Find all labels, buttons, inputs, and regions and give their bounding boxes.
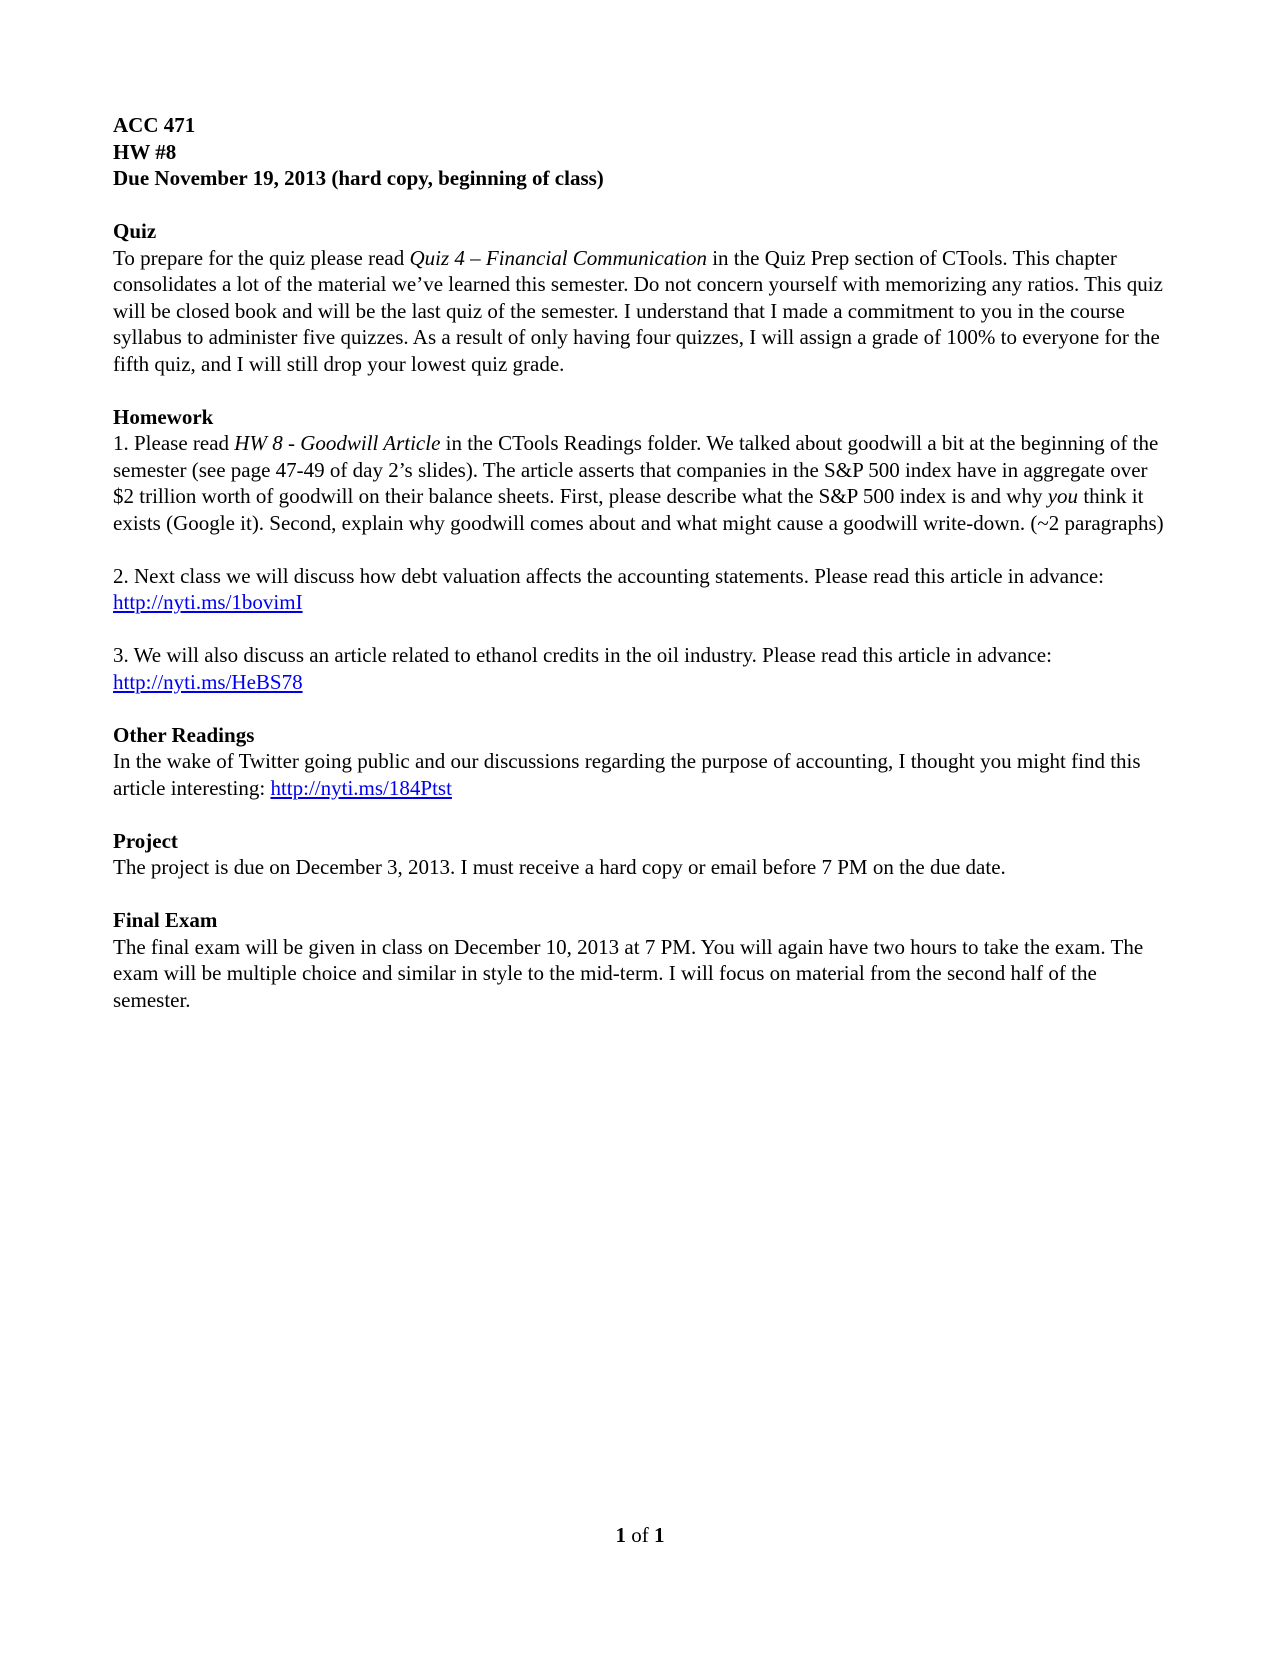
total-page-count: 1 [654,1523,665,1547]
quiz-section [113,218,1173,377]
homework-item-3-text: 3. We will also discuss an article related to ethanol credits in the oil industry. Please read this article in advance: [113,643,1052,667]
page-of-label: of [631,1523,649,1547]
final-exam-section [113,907,1173,1013]
debt-valuation-article-link[interactable]: http://nyti.ms/1bovimI [113,590,303,614]
homework-item-1-text-a: 1. Please read [113,431,235,455]
quiz-paragraph [113,245,1173,378]
final-exam-paragraph: The final exam will be given in class on December 10, 2013 at 7 PM. You will again have two hours to take the exam. The exam will be multiple choice and similar in style to the mid-term. I will focus on material from the second half of the semester. [113,934,1144,1012]
final-exam-heading: Final Exam [113,908,218,932]
other-readings-section [113,722,1173,802]
homework-number: HW #8 [113,139,177,164]
project-heading: Project [113,828,178,853]
twitter-article-link[interactable]: http://nyti.ms/184Ptst [270,775,452,800]
quiz-text-a: To prepare for the quiz please read [113,245,410,270]
quiz-text-b: in the Quiz Prep section of CTools. This chapter consolidates a lot of the material we’ve learned this semester. Do not concern yourself with memorizing any ratios. This quiz will be closed book and will be the last quiz of the semester. I understand that I made a commitment to you in the course syllabus to administer five quizzes. As a result of only having four quizzes, I will assign a grade of 100% to everyone for the fifth quiz, and I will still drop your lowest quiz grade. [113,245,1163,376]
homework-item-2-text: 2. Next class we will discuss how debt valuation affects the accounting statements. Please read this article in advance: [113,563,1104,588]
homework-item-1-text-c: think it exists (Google it). Second, explain why goodwill comes about and what might cause a goodwill write-down. (~2 paragraphs) [113,484,1164,535]
current-page-number: 1 [615,1523,626,1547]
homework-item-1-text-b: in the CTools Readings folder. We talked about goodwill a bit at the beginning of the semester (see page 47-49 of day 2’s slides). The article asserts that companies in the S&P 500 index have in aggregate over $2 trillion worth of goodwill on their balance sheets. First, please describe what the S&P 500 index is and why [113,431,1159,508]
homework-item-1-you-italic: you [1047,484,1079,508]
homework-item-3 [113,642,1173,695]
due-date: Due November 19, 2013 (hard copy, beginning of class) [113,166,604,190]
project-section [113,828,1173,881]
homework-item-1 [113,430,1173,536]
quiz-title-italic: Quiz 4 – Financial Communication [409,245,707,270]
quiz-heading: Quiz [113,219,157,243]
document-body [113,112,1173,1013]
other-readings-text: In the wake of Twitter going public and our discussions regarding the purpose of accounting, I thought you might find this article interesting: [113,749,1141,800]
other-readings-paragraph [113,748,1173,801]
document-header [113,112,1173,192]
homework-item-2 [113,563,1173,616]
homework-item-1-title-italic: HW 8 - Goodwill Article [234,431,441,455]
homework-section [113,404,1173,696]
ethanol-credits-article-link[interactable]: http://nyti.ms/HeBS78 [113,669,303,694]
other-readings-heading: Other Readings [113,722,255,747]
course-title: ACC 471 [113,113,196,137]
homework-heading: Homework [113,404,214,429]
page-number-footer [0,1522,1280,1549]
project-paragraph: The project is due on December 3, 2013. I must receive a hard copy or email before 7 PM on the due date. [113,855,1006,879]
